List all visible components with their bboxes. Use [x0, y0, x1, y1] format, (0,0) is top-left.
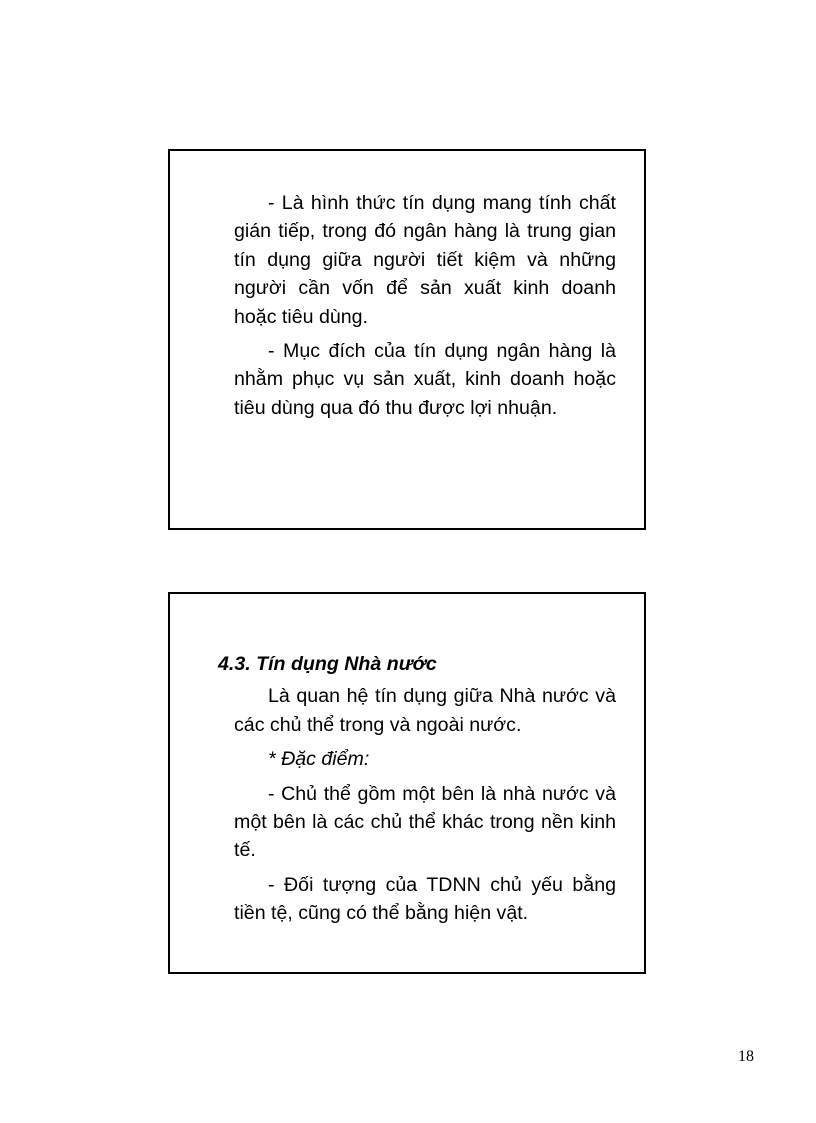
slide-1-paragraph-2: - Mục đích của tín dụng ngân hàng là nhằm phục vụ sản xuất, kinh doanh hoặc tiêu dùng qua đó thu được lợi nhuận.: [234, 340, 616, 419]
slide-2-body: [218, 650, 616, 928]
slide-2-paragraph-1: Là quan hệ tín dụng giữa Nhà nước và các chủ thể trong và ngoài nước.: [234, 685, 616, 736]
slide-2-characteristics-label: * Đặc điểm:: [268, 748, 370, 771]
slide-2-paragraphs: [218, 682, 616, 927]
section-heading: 4.3. Tín dụng Nhà nước: [218, 653, 437, 675]
slide-frame-1: [168, 149, 646, 530]
slide-2-paragraph-2: - Chủ thể gồm một bên là nhà nước và một bên là các chủ thể khác trong nền kinh tế.: [234, 782, 616, 862]
slide-1-body: [234, 189, 616, 422]
slide-1-paragraph-1: - Là hình thức tín dụng mang tính chất gián tiếp, trong đó ngân hàng là trung gian tín dụng giữa người tiết kiệm và những người cần vốn để sản xuất kinh doanh hoặc tiêu dùng.: [234, 192, 616, 328]
slide-frame-2: [168, 592, 646, 974]
page-number: 18: [738, 1048, 754, 1065]
slide-2-paragraph-3: - Đối tượng của TDNN chủ yếu bằng tiền tệ, cũng có thể bằng hiện vật.: [234, 873, 616, 925]
